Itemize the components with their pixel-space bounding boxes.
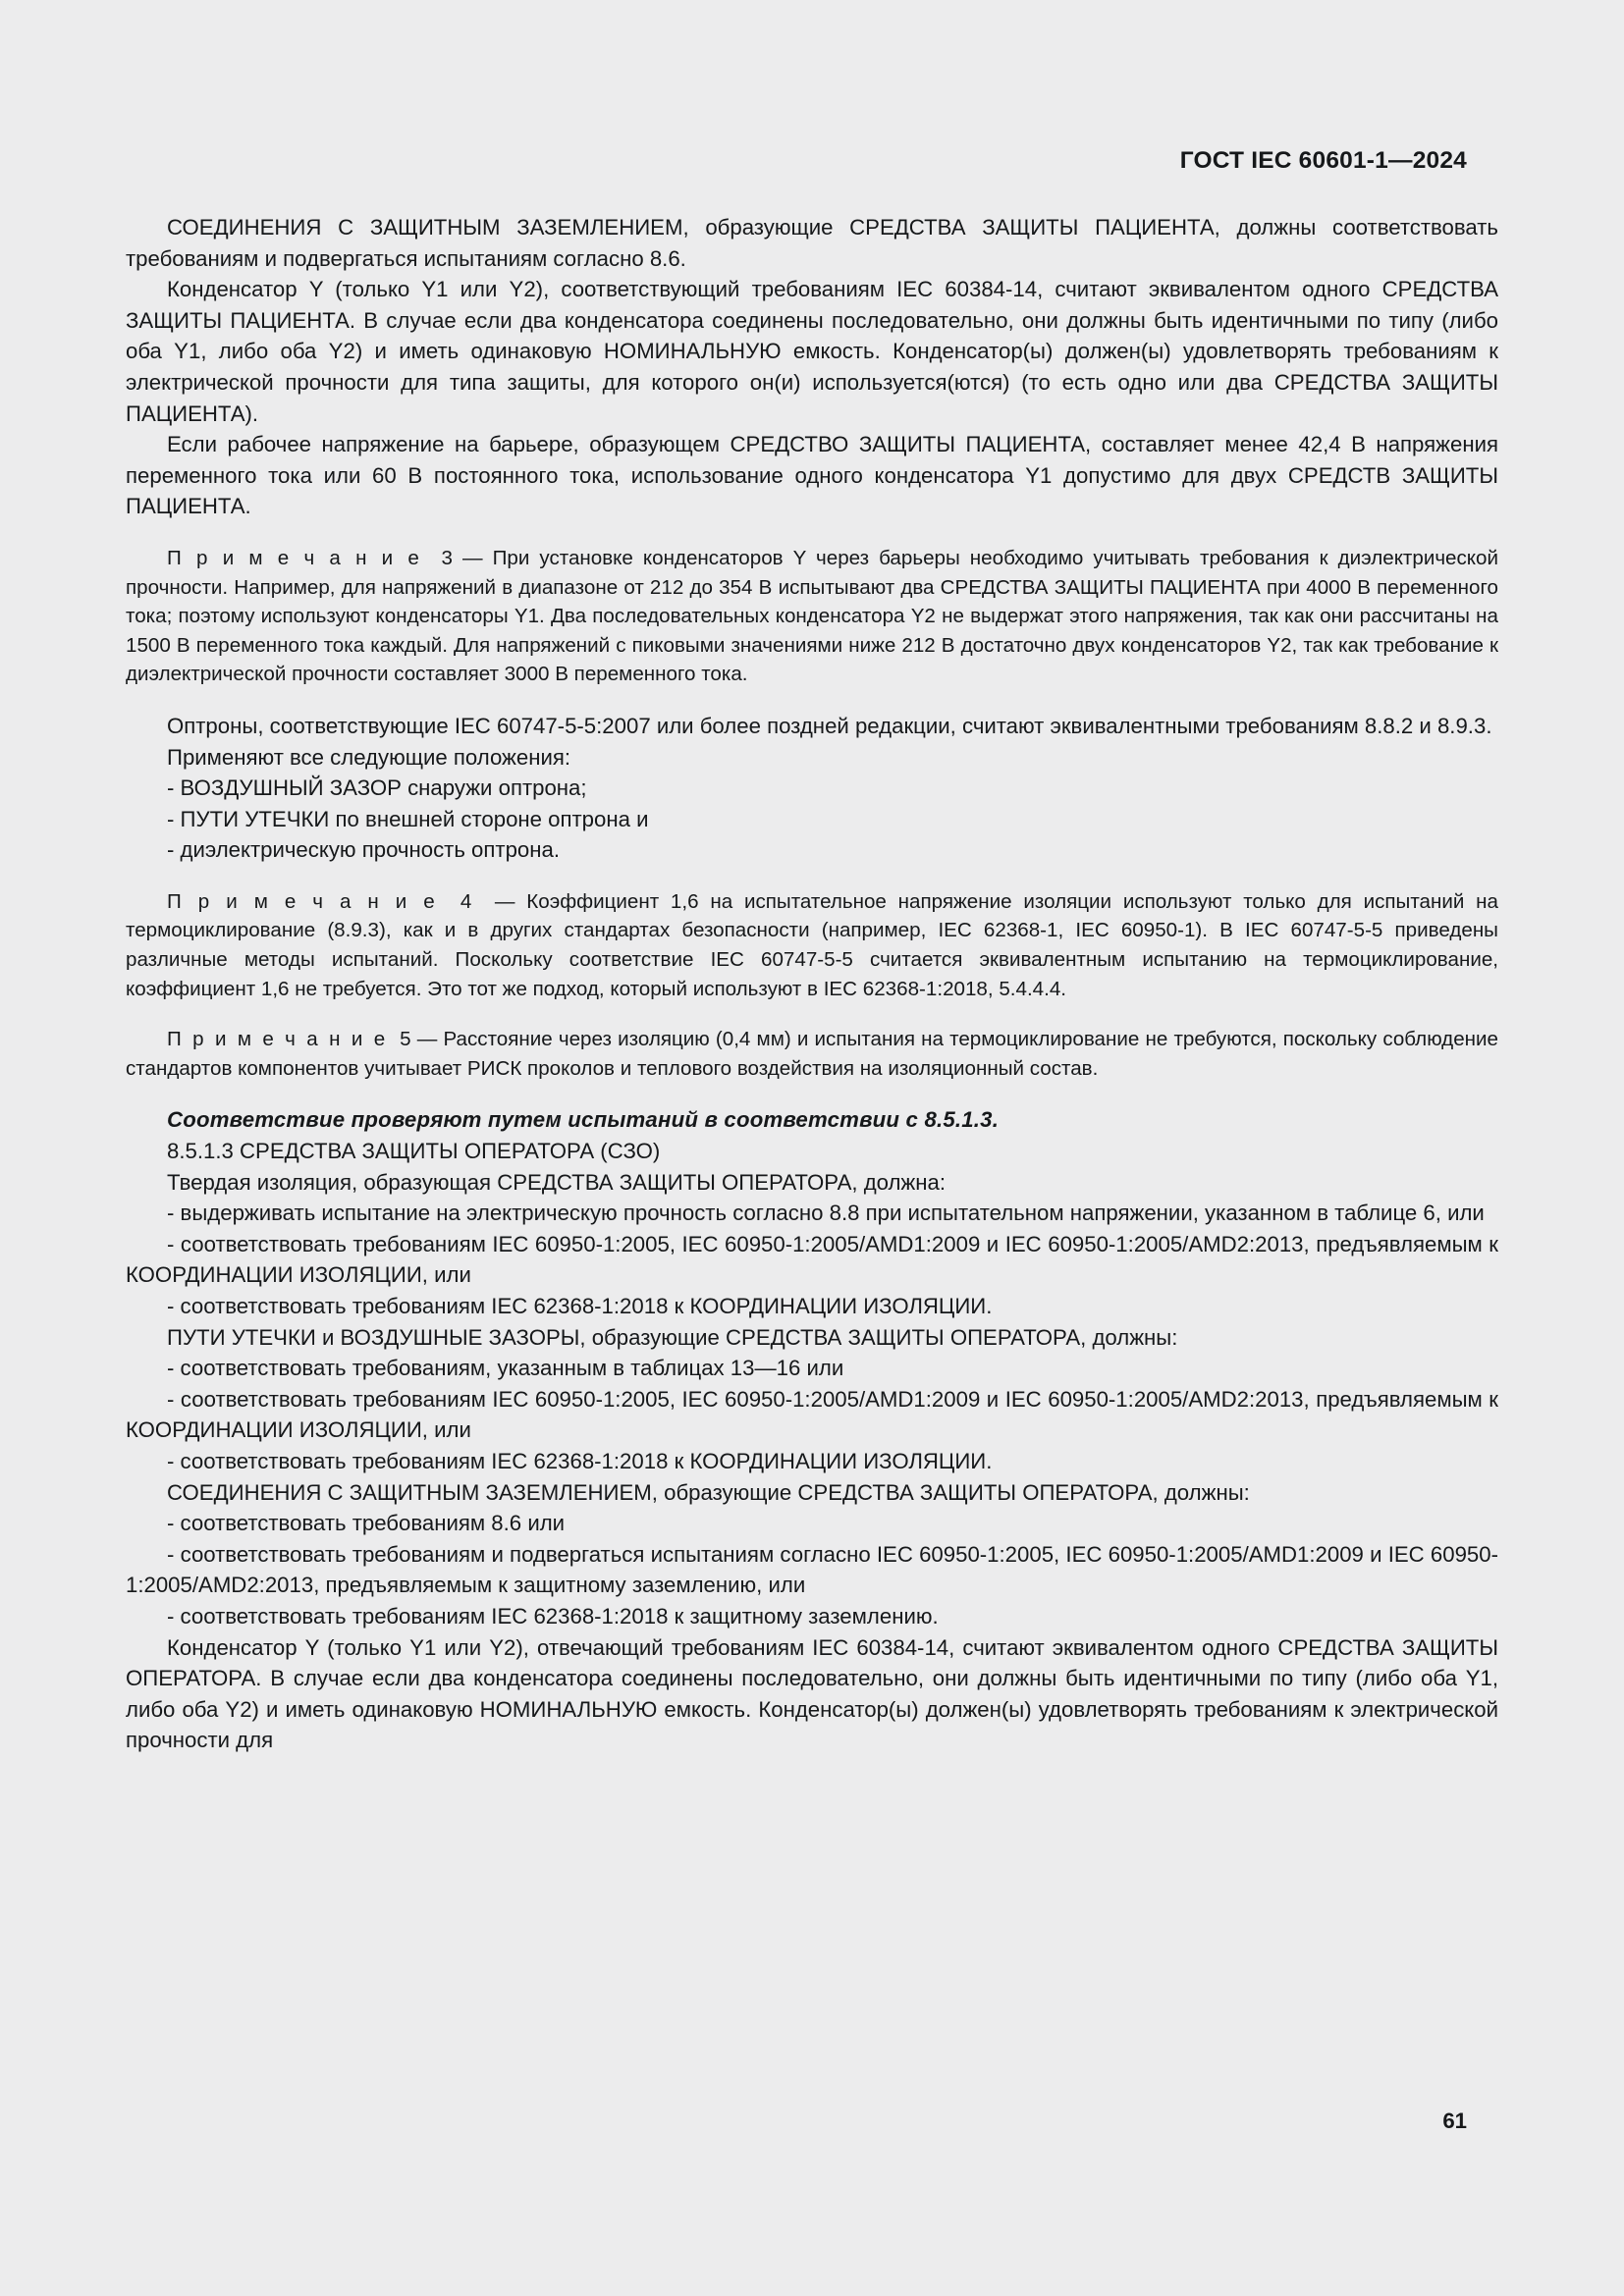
section-heading: 8.5.1.3 СРЕДСТВА ЗАЩИТЫ ОПЕРАТОРА (СЗО) (167, 1139, 661, 1164)
note-block: П р и м е ч а н и е 3 — При установке конденсаторов Y через барьеры необходимо учитывать требования к диэлектрической прочности. Например, для напряжений в диапазоне от 212 до 354 В испытывают два СРЕДСТВА ЗАЩИТЫ ПАЦИЕНТА при 4000 В переменного тока; поэтому используют конденсаторы Y1. Два последовательных конденсатора Y2 не выдержат этого напряжения, так как они рассчитаны на 1500 В переменного тока каждый. Для напряжений с пиковыми значениями ниже 212 В достаточно двух конденсаторов Y2, так как требование к диэлектрической прочности составляет 3000 В переменного тока. (126, 546, 1498, 686)
note-number: 3 (441, 546, 453, 569)
note-label: П р и м е ч а н и е (167, 1028, 388, 1051)
note-number: 5 (400, 1028, 411, 1051)
note-label: П р и м е ч а н и е (167, 546, 422, 569)
note-block: П р и м е ч а н и е 4 — Коэффициент 1,6 на испытательное напряжение изоляции используют только для испытаний на термоциклирование (8.9.3), как и в других стандартах безопасности (например, IEC 62368-1, IEC 60950-1). В IEC 60747-5-5 приведены различные методы испытаний. Поскольку соответствие IEC 60747-5-5 считается эквивалентным испытанию на термоциклирование, коэффициент 1,6 не требуется. Это тот же подход, который используют в IEC 62368-1:2018, 5.4.4.4. (126, 889, 1498, 1000)
list-item: - соответствовать требованиям и подвергаться испытаниям согласно IEC 60950-1:2005, IEC 60950-1:2005/AMD1:2009 и IEC 60950-1:2005/AMD2:2013, предъявляемым к защитному заземлению, или (126, 1541, 1498, 1598)
spacer (126, 689, 1498, 711)
note-text: Расстояние через изоляцию (0,4 мм) и испытания на термоциклирование не требуются, поскольку соблюдение стандартов компонентов учитывает РИСК проколов и теплового воздействия на изоляционный состав. (126, 1028, 1498, 1080)
page-body (126, 212, 1498, 1756)
list-item: - выдерживать испытание на электрическую прочность согласно 8.8 при испытательном напряжении, указанном в таблице 6, или (167, 1201, 1485, 1226)
spacer (126, 866, 1498, 887)
spacer (126, 522, 1498, 544)
page-header: ГОСТ IEC 60601-1—2024 (1179, 147, 1467, 174)
paragraph: Оптроны, соответствующие IEC 60747-5-5:2007 или более поздней редакции, считают эквивалентными требованиям 8.8.2 и 8.9.3. (167, 713, 1492, 738)
paragraph: Применяют все следующие положения: (167, 744, 571, 770)
conformity-statement: Соответствие проверяют путем испытаний в соответствии с 8.5.1.3. (167, 1107, 1000, 1133)
spacer (126, 1083, 1498, 1104)
page-number: 61 (1442, 2109, 1467, 2133)
list-item: - соответствовать требованиям IEC 60950-1:2005, IEC 60950-1:2005/AMD1:2009 и IEC 60950-1:2005/AMD2:2013, предъявляемым к КООРДИНАЦИИ ИЗОЛЯЦИИ, или (126, 1386, 1498, 1443)
list-item: - ВОЗДУШНЫЙ ЗАЗОР снаружи оптрона; (167, 775, 587, 801)
note-text: При установке конденсаторов Y через барьеры необходимо учитывать требования к диэлектрической прочности. Например, для напряжений в диапазоне от 212 до 354 В испытывают два СРЕДСТВА ЗАЩИТЫ ПАЦИЕНТА при 4000 В переменного тока; поэтому используют конденсаторы Y1. Два последовательных конденсатора Y2 не выдержат этого напряжения, так как они рассчитаны на 1500 В переменного тока каждый. Для напряжений с пиковыми значениями ниже 212 В достаточно двух конденсаторов Y2, так как требование к диэлектрической прочности составляет 3000 В переменного тока. (126, 546, 1498, 686)
paragraph: СОЕДИНЕНИЯ С ЗАЩИТНЫМ ЗАЗЕМЛЕНИЕМ, образующие СРЕДСТВА ЗАЩИТЫ ОПЕРАТОРА, должны: (167, 1479, 1250, 1505)
list-item: - соответствовать требованиям IEC 62368-1:2018 к КООРДИНАЦИИ ИЗОЛЯЦИИ. (167, 1448, 993, 1473)
note-block: П р и м е ч а н и е 5 — Расстояние через изоляцию (0,4 мм) и испытания на термоциклирование не требуются, поскольку соблюдение стандартов компонентов учитывает РИСК проколов и теплового воздействия на изоляционный состав. (126, 1028, 1498, 1080)
paragraph: Конденсатор Y (только Y1 или Y2), соответствующий требованиям IEC 60384-14, считают эквивалентом одного СРЕДСТВА ЗАЩИТЫ ПАЦИЕНТА. В случае если два конденсатора соединены последовательно, они должны быть идентичными по типу (либо оба Y1, либо оба Y2) и иметь одинаковую НОМИНАЛЬНУЮ емкость. Конденсатор(ы) должен(ы) удовлетворять требованиям к электрической прочности для типа защиты, для которого он(и) используется(ются) (то есть одно или два СРЕДСТВА ЗАЩИТЫ ПАЦИЕНТА). (126, 277, 1498, 426)
spacer (126, 1003, 1498, 1025)
list-item: - соответствовать требованиям IEC 60950-1:2005, IEC 60950-1:2005/AMD1:2009 и IEC 60950-1:2005/AMD2:2013, предъявляемым к КООРДИНАЦИИ ИЗОЛЯЦИИ, или (126, 1231, 1498, 1288)
paragraph: Если рабочее напряжение на барьере, образующем СРЕДСТВО ЗАЩИТЫ ПАЦИЕНТА, составляет менее 42,4 В напряжения переменного тока или 60 В постоянного тока, использование одного конденсатора Y1 допустимо для двух СРЕДСТВ ЗАЩИТЫ ПАЦИЕНТА. (126, 432, 1498, 519)
note-number: 4 (460, 889, 472, 913)
list-item: - диэлектрическую прочность оптрона. (167, 837, 561, 863)
list-item: - соответствовать требованиям, указанным в таблицах 13—16 или (167, 1356, 844, 1381)
list-item: - соответствовать требованиям IEC 62368-1:2018 к КООРДИНАЦИИ ИЗОЛЯЦИИ. (167, 1294, 993, 1318)
paragraph: СОЕДИНЕНИЯ С ЗАЩИТНЫМ ЗАЗЕМЛЕНИЕМ, образующие СРЕДСТВА ЗАЩИТЫ ПАЦИЕНТА, должны соответствовать требованиям и подвергаться испытаниям согласно 8.6. (126, 215, 1498, 271)
list-item: - соответствовать требованиям 8.6 или (167, 1511, 566, 1536)
note-label: П р и м е ч а н и е (167, 889, 438, 913)
paragraph: ПУТИ УТЕЧКИ и ВОЗДУШНЫЕ ЗАЗОРЫ, образующие СРЕДСТВА ЗАЩИТЫ ОПЕРАТОРА, должны: (167, 1324, 1178, 1350)
paragraph: Твердая изоляция, образующая СРЕДСТВА ЗАЩИТЫ ОПЕРАТОРА, должна: (167, 1169, 947, 1195)
note-text: Коэффициент 1,6 на испытательное напряжение изоляции используют только для испытаний на термоциклирование (8.9.3), как и в других стандартах безопасности (например, IEC 62368-1, IEC 60950-1). В IEC 60747-5-5 приведены различные методы испытаний. Поскольку соответствие IEC 60747-5-5 считается эквивалентным испытанию на термоциклирование, коэффициент 1,6 не требуется. Это тот же подход, который используют в IEC 62368-1:2018, 5.4.4.4. (126, 889, 1498, 1000)
list-item: - соответствовать требованиям IEC 62368-1:2018 к защитному заземлению. (167, 1603, 939, 1629)
paragraph: Конденсатор Y (только Y1 или Y2), отвечающий требованиям IEC 60384-14, считают эквивалентом одного СРЕДСТВА ЗАЩИТЫ ОПЕРАТОРА. В случае если два конденсатора соединены последовательно, они должны быть идентичными по типу (либо оба Y1, либо оба Y2) и иметь одинаковую НОМИНАЛЬНУЮ емкость. Конденсатор(ы) должен(ы) удовлетворять требованиям к электрической прочности для (126, 1634, 1498, 1753)
list-item: - ПУТИ УТЕЧКИ по внешней стороне оптрона и (167, 806, 649, 831)
